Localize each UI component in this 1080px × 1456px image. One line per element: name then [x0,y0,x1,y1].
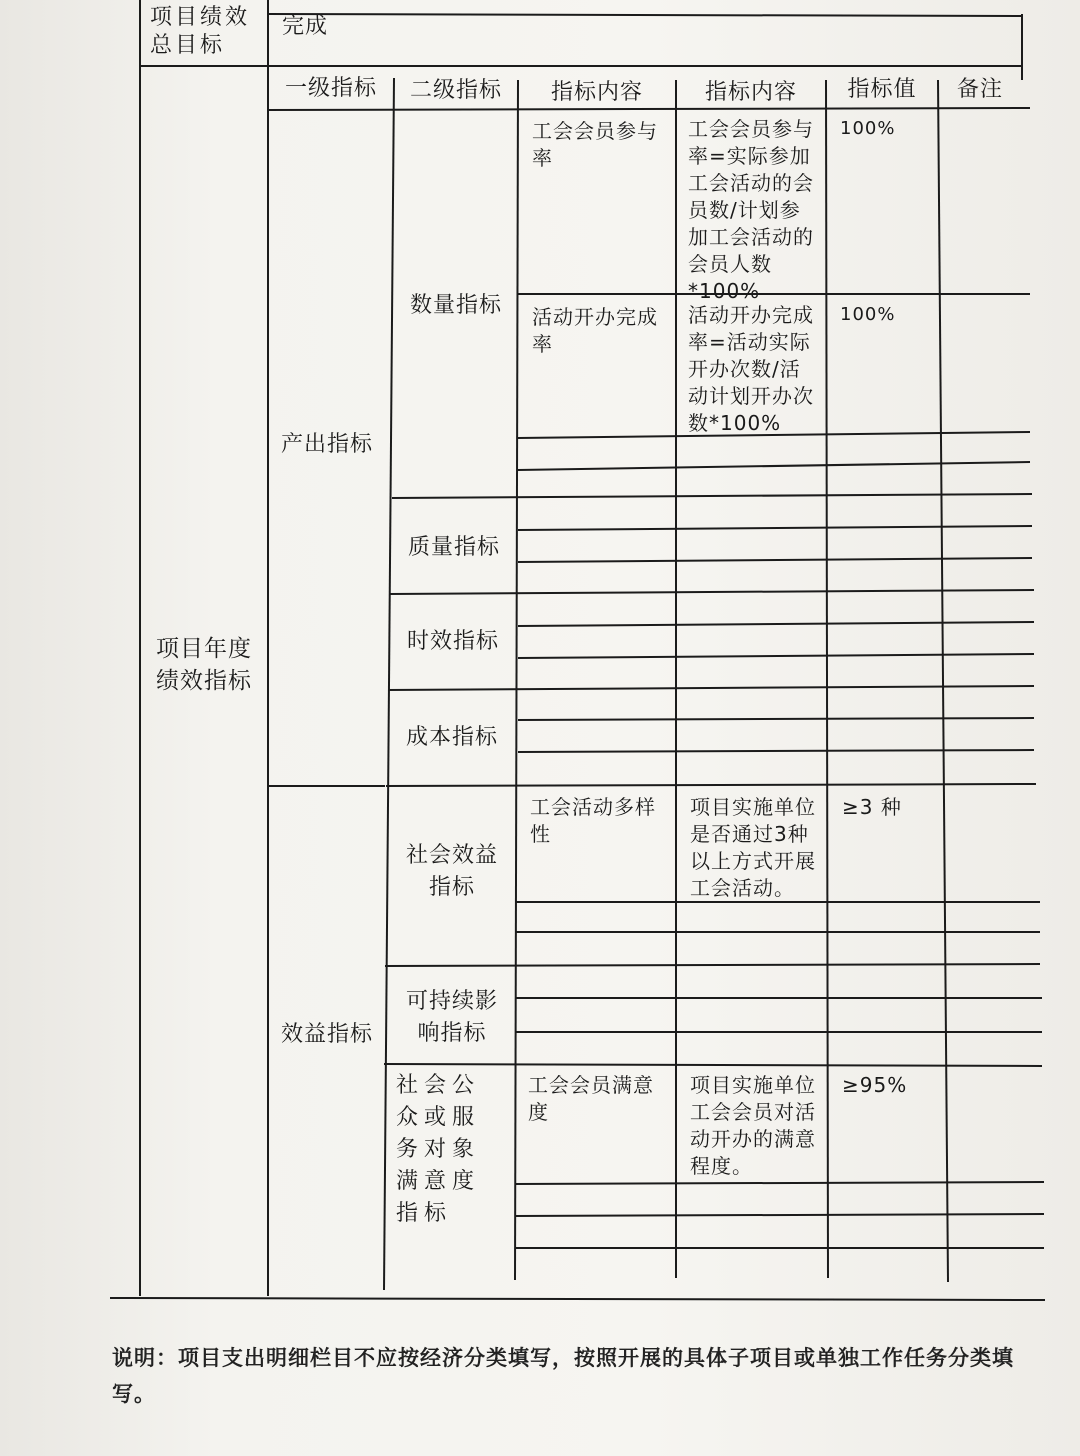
quality-indicator-label: 质量指标 [407,535,500,560]
header-value: 指标值 [847,77,917,102]
sustain-indicator-label: 可持续影响指标 [405,989,498,1046]
row-name: 工会活动多样性 [530,795,656,846]
satisfaction-indicator-label: 社会公众或服务对象满意度指标 [396,1073,481,1226]
goal-label: 项目绩效总目标 [150,5,251,58]
row-value: ≥95% [842,1073,908,1097]
social-indicator-label: 社会效益指标 [405,843,498,900]
benefit-indicator-label: 效益指标 [280,1022,373,1047]
row-name: 工会会员参与率 [532,119,658,170]
header-content1: 指标内容 [550,80,643,105]
quantity-indicator-label: 数量指标 [409,293,502,318]
row-value: ≥3 种 [842,795,902,819]
header-level2: 二级指标 [409,78,502,103]
row-name: 工会会员满意度 [528,1073,654,1124]
row-desc: 项目实施单位是否通过3种以上方式开展工会活动。 [690,795,816,900]
row-name: 活动开办完成率 [532,305,658,356]
timeliness-indicator-label: 时效指标 [406,629,499,654]
cost-indicator-label: 成本指标 [405,725,498,750]
row-desc: 项目实施单位工会会员对活动开办的满意程度。 [690,1073,816,1178]
header-content2: 指标内容 [704,80,797,105]
row-desc: 工会会员参与率=实际参加工会活动的会员数/计划参加工会活动的会员人数*100% [688,117,814,303]
header-remark: 备注 [956,77,1003,102]
output-indicator-label: 产出指标 [280,432,373,457]
header-level1: 一级指标 [284,76,377,101]
annual-indicator-label: 项目年度绩效指标 [156,636,252,694]
row-value: 100% [840,118,896,139]
row-value: 100% [840,304,896,325]
row-desc: 活动开办完成率=活动实际开办次数/活动计划开办次数*100% [688,303,814,435]
goal-value: 完成 [282,14,329,39]
footnote: 说明：项目支出明细栏目不应按经济分类填写，按照开展的具体子项目或单独工作任务分类填写。 [112,1346,1014,1406]
